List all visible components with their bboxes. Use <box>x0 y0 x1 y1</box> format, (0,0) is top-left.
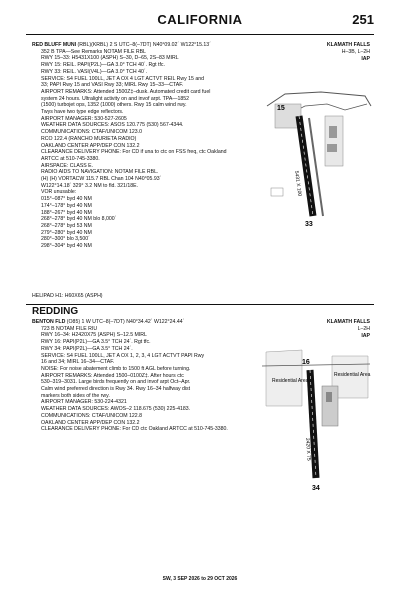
airport-name: RED BLUFF MUNI <box>32 42 77 48</box>
airport-dist: 2 S <box>109 42 118 48</box>
red-bluff-lines <box>32 49 272 250</box>
helipad-line: HELIPAD H1: H60X65 (ASPH) <box>32 293 103 299</box>
info-line: 268°–278° byd 40 NM blo 8,000´ <box>41 216 117 223</box>
info-line: RWY 34: PAPI(P2L)—GA 3.5° TCH 24´. <box>41 345 133 352</box>
header-rule <box>26 34 374 35</box>
info-line: RCO 122.4 (RANCHO MURIETA RADIO) <box>41 135 137 142</box>
info-line: 279°–280° byd 40 NM <box>41 229 92 236</box>
benton-iap: IAP <box>361 333 370 339</box>
info-line: NOISE: For noise abatement climb to 1500 ft AGL before turning. <box>41 365 191 372</box>
info-line: RWY 15–33: H5431X100 (ASPH) S–30, D–65, 2S–83 MIRL <box>41 55 179 62</box>
info-line: Twys have two type edge reflectors. <box>41 109 124 116</box>
info-line: system 24 hours. Ultralight activity on and invof arpt. TPA—1852 <box>41 95 190 102</box>
benton-lines <box>32 326 272 433</box>
info-line: 015°–087° byd 40 NM <box>41 196 92 203</box>
benton-airport-diagram <box>262 346 372 492</box>
info-line: RADIO AIDS TO NAVIGATION: NOTAM FILE RBL. <box>41 169 159 176</box>
info-line: COMMUNICATIONS: CTAF/UNICOM 122.8 <box>41 412 142 419</box>
benton-title-line <box>32 319 272 326</box>
info-line: 352 B TPA—See Remarks NOTAM FILE RBL <box>41 48 146 55</box>
info-line: W122°14.18´ 329° 3.2 NM to fld. 321/18E. <box>41 182 139 189</box>
info-line: 174°–178° byd 40 NM <box>41 202 92 209</box>
info-line: (H) (H) VORTACW 115.7 RBL Chan 104 N40°05.93´ <box>41 176 162 183</box>
hangar <box>329 126 337 138</box>
info-line: RWY 16–34: H2420X75 (ASPH) S–12.5 MIRL <box>41 332 147 339</box>
info-line: 723 B NOTAM FILE RIU <box>41 325 98 332</box>
info-line: 268°–278° byd 53 NM <box>41 222 92 229</box>
diagram-bg <box>265 66 373 236</box>
airport-coords: N40°34.42´ W122°24.44´ <box>126 319 185 325</box>
runway-end-16: 16 <box>302 359 310 366</box>
info-line: AIRPORT MANAGER: 530-527-2605 <box>41 115 127 122</box>
residential-label-2: Residential Area <box>334 372 371 378</box>
airport-id: (O85) <box>66 319 81 325</box>
runway-dimension-label: 5431 X 100 <box>293 170 303 197</box>
red-bluff-airport-diagram <box>265 66 373 236</box>
benton-entry <box>32 319 272 433</box>
info-line: markers both sides of the rwy. <box>41 392 110 399</box>
runway-end-34: 34 <box>312 485 320 492</box>
hangar <box>327 144 337 152</box>
info-line: AIRPORT REMARKS: Attended 1500–0100Z‡. After hours ctc <box>41 372 184 379</box>
city-name: REDDING <box>32 306 79 317</box>
info-line: 298°–304° byd 40 NM <box>41 243 92 250</box>
apron-area <box>325 116 343 166</box>
info-line: AIRSPACE: CLASS E. <box>41 162 94 169</box>
runway-end-33: 33 <box>305 221 313 228</box>
info-line: RWY 33: REIL. VASI(V4L)—GA 3.0° TCH 40´. <box>41 68 148 75</box>
airport-id: (RBL)(KRBL) <box>77 42 109 48</box>
info-line: WEATHER DATA SOURCES: ASOS 120.775 (530) 567-4344. <box>41 122 184 129</box>
info-line: VOR unusable: <box>41 189 77 196</box>
info-line: OAKLAND CENTER APP/DEP CON 132.2 <box>41 419 140 426</box>
info-line: SERVICE: S4 FUEL 100LL, JET A OX 4 LGT ACTVT REIL Rwy 15 and <box>41 75 204 82</box>
info-line: WEATHER DATA SOURCES: AWOS–2 118.675 (530) 225-4183. <box>41 406 191 413</box>
info-line: ARTCC at 510-745-3380. <box>41 155 100 162</box>
benton-charts: L–2H <box>357 326 370 332</box>
info-line: 280°–300° blo 3,500´ <box>41 236 90 243</box>
info-line: COMMUNICATIONS: CTAF/UNICOM 123.0 <box>41 129 142 136</box>
airport-dist: 1 W <box>81 319 91 325</box>
info-line: 16 and 34; MIRL 16–34—CTAF. <box>41 359 115 366</box>
residential-label-1: Residential Area <box>272 378 309 384</box>
red-bluff-iap: IAP <box>361 56 370 62</box>
page-footer: SW, 3 SEP 2026 to 29 OCT 2026 <box>162 576 238 582</box>
red-bluff-entry <box>32 42 272 250</box>
page-header <box>26 12 374 34</box>
info-line: RWY 15: REIL. PAPI(P2L)—GA 3.0° TCH 40´. Rgt tfc. <box>41 62 165 69</box>
airport-utc: UTC–8(–7DT) <box>118 42 152 48</box>
info-line: CLEARANCE DELIVERY PHONE: For CD ctc Oakland ARTCC at 510-745-3380. <box>41 426 228 433</box>
info-line: (1500) turbojet ops, 1352 (1000) others. Rwy 15 calm wind rwy. <box>41 102 187 109</box>
info-line: AIRPORT MANAGER: 530-224-4321 <box>41 399 127 406</box>
red-bluff-helipad <box>32 293 272 300</box>
red-bluff-title-line <box>32 42 272 49</box>
info-line: 33; PAPI Rwy 15 and VASI Rwy 33; MIRL Rwy 15–33—CTAF. <box>41 82 184 89</box>
info-line: 188°–267° byd 40 NM <box>41 209 92 216</box>
runway-end-15: 15 <box>277 105 285 112</box>
airport-coords: N40°09.02´ W122°15.13´ <box>152 42 211 48</box>
page-number: 251 <box>352 12 374 27</box>
runway-dimension-label: 2420 X 75 <box>304 437 312 461</box>
info-line: CLEARANCE DELIVERY PHONE: For CD if una to ctc on FSS freq, ctc Oakland <box>41 149 227 156</box>
airport-utc: UTC–8(–7DT) <box>92 319 125 325</box>
red-bluff-sectional: KLAMATH FALLS <box>326 42 370 48</box>
info-line: Calm wind preferred direction is Rwy 34. Rwy 16–34 halfway dist <box>41 386 191 393</box>
red-bluff-charts: H–3B, L–2H <box>341 49 370 55</box>
airport-name: BENTON FLD <box>32 319 66 325</box>
info-line: SERVICE: S4 FUEL 100LL, JET A OX 1, 2, 3, 4 LGT ACTVT PAPI Rwy <box>41 352 205 359</box>
section-rule <box>26 304 374 305</box>
info-line: 530–319–3031. Large birds frequently on and invof arpt Oct–Apr. <box>41 379 191 386</box>
benton-sectional: KLAMATH FALLS <box>326 319 370 325</box>
info-line: RWY 16: PAPI(P2L)—GA 3.5° TCH 24´. Rgt tfc. <box>41 339 151 346</box>
info-line: AIRPORT REMARKS: Attended 1500Z‡–dusk. Automated credit card fuel <box>41 88 211 95</box>
info-line: OAKLAND CENTER APP/DEP CON 132.2 <box>41 142 140 149</box>
hangar <box>326 392 332 402</box>
state-title: CALIFORNIA <box>157 12 243 27</box>
